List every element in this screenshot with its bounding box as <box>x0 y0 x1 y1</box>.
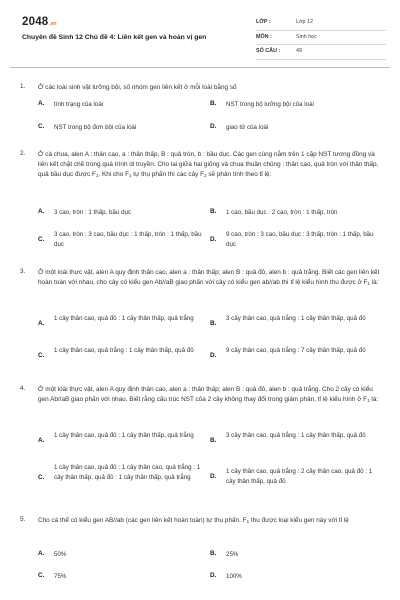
site-logo[interactable] <box>22 16 57 28</box>
option-text: 1 cao, bầu dục : 2 cao, tròn : 1 thấp, tròn <box>226 209 338 216</box>
question-text: Cho cá thể có kiểu gen AB//ab (các gen liên kết hoàn toàn) tự thụ phấn. $F_1$ thu được loại kiểu gen này với tỉ lệ <box>38 517 349 524</box>
option-text: 75% <box>54 573 67 580</box>
option-letter: A. <box>38 437 45 444</box>
exam-header <box>14 12 386 62</box>
option-text: tính trạng của loài <box>54 101 104 108</box>
option-letter: C. <box>38 352 45 359</box>
meta-label: SỐ CÂU : <box>256 48 281 54</box>
option-letter: D. <box>210 352 217 359</box>
option-text: 3 cao, tròn : 1 thấp, bầu dục <box>54 209 132 216</box>
question-number: 3. <box>20 268 26 275</box>
option-letter: B. <box>210 320 217 327</box>
option-letter: D. <box>210 473 217 480</box>
logo-number: 2048 <box>22 16 49 28</box>
option-letter: C. <box>38 123 45 130</box>
meta-row-count <box>256 45 386 60</box>
option-text: 1 cây thân cao, quả đỏ : 1 cây thân thấp, quả trắng <box>54 315 194 322</box>
option-text: 25% <box>226 551 239 558</box>
option-text: 100% <box>226 573 242 580</box>
option-text: 9 cao, tròn : 3 cao, bầu dục : 3 thấp, tròn : 1 thấp, bầu dục <box>226 231 374 248</box>
question-number: 4. <box>20 385 26 392</box>
option-letter: C. <box>38 572 45 579</box>
question-number: 1. <box>20 83 26 90</box>
option-text: NST trong bộ lưỡng bội của loài <box>226 101 314 108</box>
question-number: 5. <box>20 516 26 523</box>
option-text: 1 cây thân cao, quả trắng : 2 cây thân cao, quả đỏ : 1 cây thân thấp, quả đỏ <box>226 468 373 485</box>
question-text: Ở một loài thực vật, alen A quy định thân cao, alen a : thân thấp; alen B : quả đỏ, alen b : quả trắng. Biết các gen liên kết hoàn toàn với nhau, cho cây có kiểu gen Ab//aB giao phấn với cây có kiểu gen ab//ab thì tỉ lệ kiểu hình thu được ở $F_1$ là: <box>38 269 380 286</box>
meta-row-subject <box>256 31 386 46</box>
option-text: 50% <box>54 551 67 558</box>
meta-label: MÔN : <box>256 33 272 40</box>
option-letter: A. <box>38 550 45 557</box>
option-letter: C. <box>38 236 45 243</box>
option-letter: B. <box>210 100 217 107</box>
option-text: NST trong bộ đơn bội của loài <box>54 124 137 131</box>
option-letter: A. <box>38 320 45 327</box>
logo-suffix: .vn <box>49 21 57 27</box>
exam-title: Chuyên đề Sinh 12 Chủ đề 4: Liên kết gen và hoán vị gen <box>22 34 207 41</box>
meta-value: 49 <box>296 48 302 54</box>
meta-value: Sinh học <box>296 33 317 40</box>
meta-label: LỚP : <box>256 19 271 25</box>
question-text: Ở các loài sinh vật lưỡng bội, số nhóm gen liên kết ở mỗi loài bằng số <box>38 84 237 91</box>
option-letter: D. <box>210 236 217 243</box>
option-letter: D. <box>210 123 217 130</box>
option-text: giao tử của loài <box>226 124 269 131</box>
option-letter: D. <box>210 572 217 579</box>
option-text: 9 cây thân cao, quả trắng : 7 cây thân thấp, quả đỏ <box>226 347 366 354</box>
option-letter: B. <box>210 208 217 215</box>
option-letter: C. <box>38 474 45 481</box>
option-text: 3 cây thân cao, quả trắng : 1 cây thân thấp, quả đỏ <box>226 432 366 439</box>
option-letter: A. <box>38 100 45 107</box>
option-letter: B. <box>210 550 217 557</box>
question-number: 2. <box>20 150 26 157</box>
option-text: 3 cao, tròn : 3 cao, bầu dục : 1 thấp, tròn : 1 thấp, bầu dục <box>54 231 202 248</box>
option-text: 1 cây thân cao, quả trắng : 1 cây thân thấp, quả đỏ <box>54 347 194 354</box>
option-text: 1 cây thân cao, quả đỏ : 1 cây thân cao, quả trắng : 1 cây thân thấp, quả đỏ : 1 cây thân thấp, quả trắng <box>54 464 201 481</box>
header-divider <box>10 67 390 68</box>
option-letter: A. <box>38 208 45 215</box>
meta-row-class <box>256 16 386 31</box>
option-text: 3 cây thân cao, quả trắng : 1 cây thân thấp, quả đỏ <box>226 315 366 322</box>
meta-value: Lớp 12 <box>296 19 314 25</box>
question-text: Ở cà chua, alen A : thân cao, a : thân thấp, B : quả tròn, b : bầu dục. Các gen cùng nằm trên 1 cặp NST tương đồng và liên kết chặt chẽ trong quá trình di truyền. Cho lai giữa hai giống và chua thuần chủng : thân cao, quả tròn với thân thấp, quả bầu dục được $F_1$. Khi cho $F_1$ tự thụ phấn thì các cây $F_2$ sẽ phân tính theo tỉ lệ: <box>38 151 379 178</box>
option-letter: B. <box>210 437 217 444</box>
option-text: 1 cây thân cao, quả đỏ : 1 cây thân thấp, quả trắng <box>54 432 194 439</box>
exam-meta <box>256 16 386 60</box>
question-text: Ở một loài thực vật, alen A quy định thân cao, alen a : thân thấp; alen B : quả đỏ, alen b : quả trắng. Cho 2 cây có kiểu gen Ab//aB giao phấn với nhau. Biết rằng cấu trúc NST của 2 cây không thay đổi trong giảm phân, tỉ lệ kiểu hình ở $F_1$ là: <box>38 386 379 403</box>
